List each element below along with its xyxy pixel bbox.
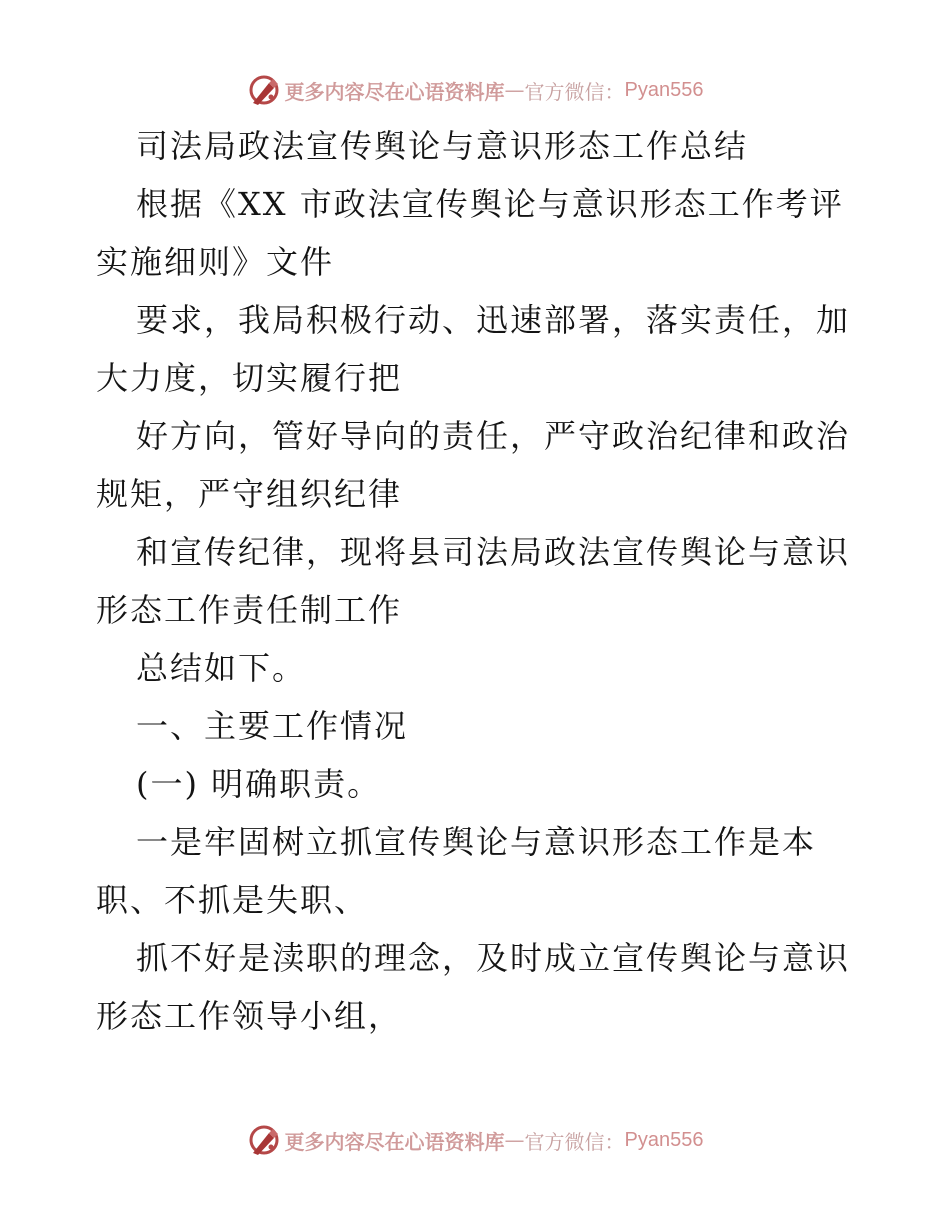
header-watermark <box>0 70 950 110</box>
paragraph-line: 要求，我局积极行动、迅速部署，落实责任，加 <box>136 301 851 339</box>
footer-watermark <box>0 1120 950 1160</box>
footer-brand-text: 更多内容尽在心语资料库 <box>284 1129 505 1154</box>
header-wechat-id: Pyan556 <box>624 78 704 101</box>
paragraph-line: 一是牢固树立抓宣传舆论与意识形态工作是本 <box>136 823 817 861</box>
header-wechat-label: 官方微信： <box>524 79 625 104</box>
paragraph-line: 形态工作责任制工作 <box>96 591 403 629</box>
paragraph-line: 根据《XX 市政法宣传舆论与意识形态工作考评 <box>136 185 844 223</box>
footer-wechat-label: 官方微信： <box>524 1129 625 1154</box>
paragraph-line: 规矩，严守组织纪律 <box>96 475 403 513</box>
subsection-heading: (一) 明确职责。 <box>136 765 382 803</box>
footer-wechat-id: Pyan556 <box>624 1128 704 1151</box>
paragraph-line: 形态工作领导小组， <box>96 997 403 1035</box>
pen-logo-icon <box>247 1123 281 1157</box>
header-separator: — <box>504 78 525 102</box>
paragraph-line: 总结如下。 <box>136 649 307 687</box>
paragraph-line: 抓不好是渎职的理念，及时成立宣传舆论与意识 <box>136 939 851 977</box>
paragraph-line: 好方向，管好导向的责任，严守政治纪律和政治 <box>136 417 851 455</box>
pen-logo-icon <box>247 73 281 107</box>
document-body <box>96 117 856 1045</box>
document-title: 司法局政法宣传舆论与意识形态工作总结 <box>136 127 749 165</box>
paragraph-line: 职、不抓是失职、 <box>96 881 369 919</box>
paragraph-line: 实施细则》文件 <box>96 243 335 281</box>
paragraph-line: 大力度，切实履行把 <box>96 359 403 397</box>
section-heading: 一、主要工作情况 <box>136 707 409 745</box>
paragraph-line: 和宣传纪律，现将县司法局政法宣传舆论与意识 <box>136 533 851 571</box>
footer-separator: — <box>504 1128 525 1152</box>
header-brand-text: 更多内容尽在心语资料库 <box>284 79 505 104</box>
